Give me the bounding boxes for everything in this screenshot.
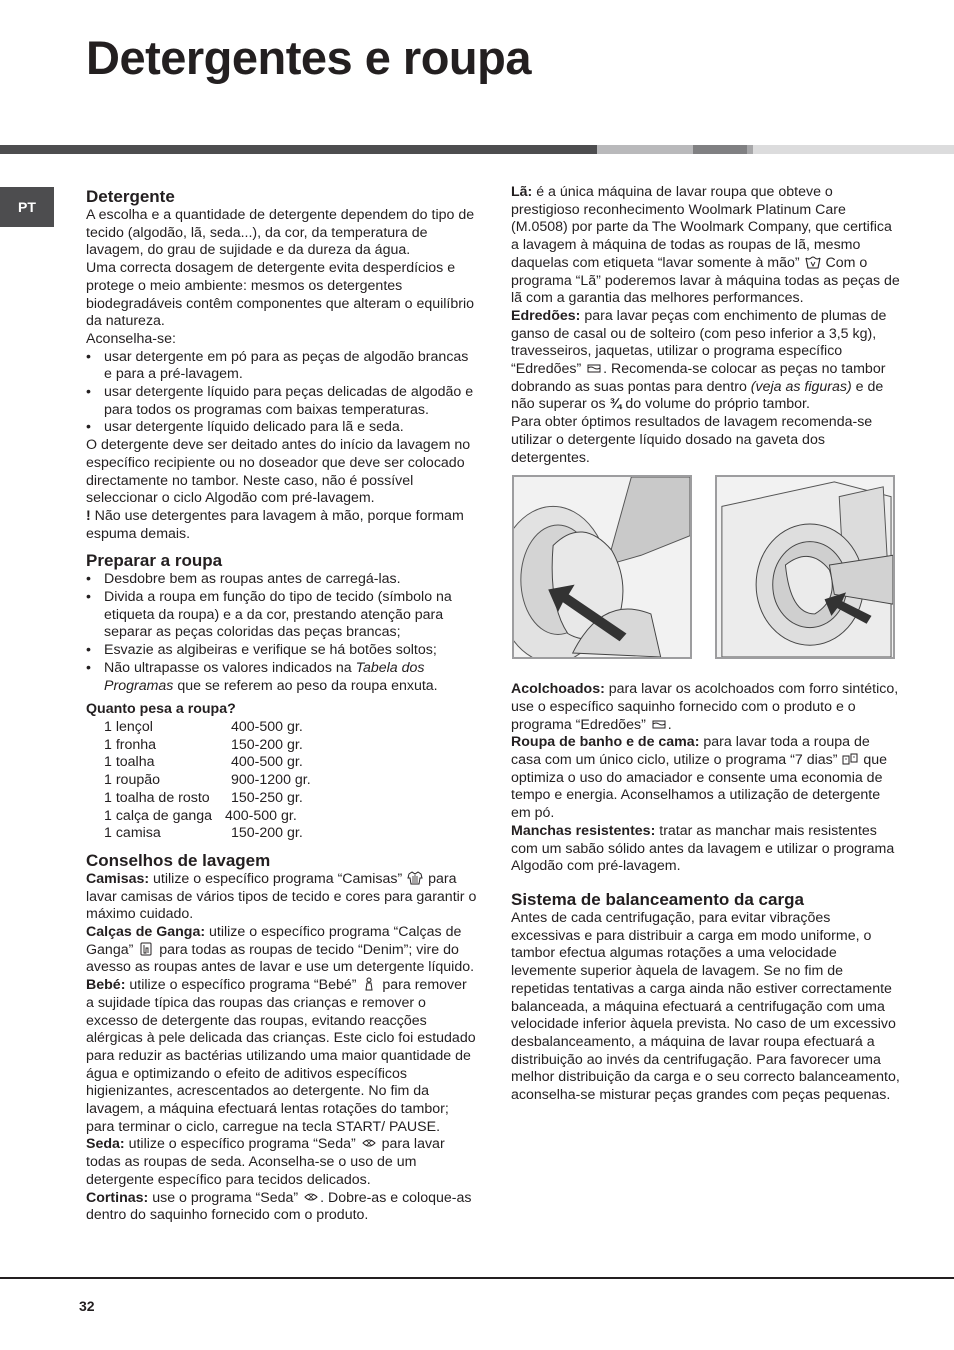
paragraph-edredoes: Edredões: para lavar peças com enchimento de plumas de ganso de casal ou de solteiro (com peso inferior a 3,5 kg), travesseiros, jaquetas, utilizar o programa específico “Edredões” . Recomenda-se colocar as peças no tambor dobrando as suas pontas para dentro (veja as figuras) e de não superar os ¾ do volume do próprio tambor.	[511, 307, 887, 413]
page-title: Detergentes e roupa	[86, 31, 531, 84]
list-item: • usar detergente líquido para peças delicadas de algodão e para todos os programas com baixas temperaturas.	[86, 384, 478, 419]
left-column	[86, 187, 478, 1225]
paragraph-cortinas: Cortinas: use o programa “Seda” . Dobre-as e coloque-as dentro do saquinho fornecido com o produto.	[86, 1189, 472, 1224]
preparation-list	[86, 571, 478, 695]
figure-loading-front	[512, 475, 692, 659]
subheading-quanto-pesa: Quanto pesa a roupa?	[86, 701, 236, 718]
section-heading-conselhos: Conselhos de lavagem	[86, 850, 271, 870]
list-item: • Não ultrapasse os valores indicados na Tabela dos Programas que se referem ao peso da roupa enxuta.	[86, 660, 478, 695]
warning-note: ! Não use detergentes para lavagem à mão, porque formam espuma demais.	[86, 507, 464, 542]
table-row: 1 toalha 400-500 gr.	[104, 754, 303, 771]
section-heading-preparar: Preparar a roupa	[86, 551, 223, 571]
denim-program-icon	[138, 942, 154, 956]
warning-mark: !	[86, 507, 91, 524]
paragraph: Antes de cada centrifugação, para evitar vibrações excessivas e para distribuir a carga em modo uniforme, o tambor efectua algumas rotações a uma velocidade levemente superior àquela de lavagem. Se no fim de repetidas tentativas a carga ainda não estiver correctamente balanceada, a máquina efectuará a centrifugação com uma velocidade inferior àquela prevista. No caso de um excessivo desbalanceamento, a máquina de lavar roupa efectuará a distribuição ao invés da centrifugação. Para favorecer uma melhor distribuição da carga e o seu correcto balanceamento, aconselha-se misturar peças grandes com peças pequenas.	[511, 909, 900, 1104]
table-row: 1 lençol 400-500 gr.	[104, 718, 303, 735]
list-item: • Esvazie as algibeiras e verifique se há botões soltos;	[86, 642, 478, 660]
paragraph-bebe: Bebé: utilize o específico programa “Bebé” para remover a sujidade típica das roupas das crianças e remover o excesso de detergente das roupas, evitando reacções alérgicas à pele delicada das crianças. Este ciclo foi estudado para reduzir as bactérias utilizando uma maior quantidade de água e optimizando o efeito de aditivos específicos higienizantes, acrescentados ao detergente. No fim da lavagem, a máquina efectuará lentas rotações do tambor; para terminar o ciclo, carregue na tecla START/ PAUSE.	[86, 977, 476, 1135]
paragraph: Aconselha-se:	[86, 330, 176, 347]
paragraph: A escolha e a quantidade de detergente dependem do tipo de tecido (algodão, lã, seda...), da cor, da temperatura de lavagem, do grau de sujidade e da dureza da água.	[86, 207, 475, 259]
list-item: • Desdobre bem as roupas antes de carregá-las.	[86, 571, 478, 589]
paragraph-acolchoados: Acolchoados: para lavar os acolchoados com forro sintético, use o específico saquinho fornecido com o produto e o programa “Edredões” .	[511, 681, 899, 733]
table-row: 1 roupão 900-1200 gr.	[104, 772, 311, 789]
baby-program-icon	[361, 977, 377, 991]
silk-program-icon	[361, 1136, 377, 1150]
figure-loading-drum	[715, 475, 895, 659]
list-item: • Divida a roupa em função do tipo de tecido (símbolo na etiqueta da roupa) e a da cor, prestando atenção para separar as peças coloridas das peças brancas;	[86, 589, 478, 642]
table-row: 1 toalha de rosto 150-250 gr.	[104, 789, 303, 806]
paragraph-seda: Seda: utilize o específico programa “Seda” para lavar todas as roupas de seda. Aconselha-se o uso de um detergente específico para tecidos delicados.	[86, 1136, 445, 1188]
loading-figures	[511, 475, 903, 661]
page-number: 32	[79, 1298, 95, 1314]
wool-wash-icon	[805, 255, 821, 269]
table-row: 1 camisa 150-200 gr.	[104, 825, 303, 842]
right-column	[511, 184, 903, 1105]
section-heading-detergente: Detergente	[86, 187, 175, 206]
paragraph: Uma correcta dosagem de detergente evita desperdícios e protege o meio ambiente: mesmos os detergentes biodegradáveis contêm componentes que alteram o equilíbrio da natureza.	[86, 260, 475, 330]
paragraph: Para obter óptimos resultados de lavagem recomenda-se utilizar o detergente líquido dosado na gaveta dos detergentes.	[511, 414, 873, 466]
list-item: • usar detergente em pó para as peças de algodão brancas e para a pré-lavagem.	[86, 349, 478, 384]
language-tab: PT	[0, 187, 54, 227]
table-row: 1 fronha 150-200 gr.	[104, 736, 303, 753]
weight-table	[104, 719, 478, 843]
duvet-program-icon	[651, 717, 667, 731]
silk-program-icon	[303, 1190, 319, 1204]
header-bar	[0, 145, 954, 154]
paragraph-roupa-banho: Roupa de banho e de cama: para lavar toda a roupa de casa com um único ciclo, utilize o programa “7 dias” que optimiza o uso do amaciador e consente uma economia de tempo e energia. Aconselhamos a utilização de detergente em pó.	[511, 734, 888, 822]
footer-rule	[0, 1277, 954, 1279]
section-heading-sistema: Sistema de balanceamento da carga	[511, 889, 804, 909]
paragraph: O detergente deve ser deitado antes do início da lavagem no específico recipiente ou no doseador que deve ser colocado directamente no tambor. Neste caso, não é possível seleccionar o ciclo Algodão com pré-lavagem.	[86, 437, 471, 507]
shirt-program-icon	[407, 871, 423, 885]
paragraph-la: Lã: é a única máquina de lavar roupa que obteve o prestigioso reconhecimento Woolmark Platinum Care (M.0508) por parte da The Woolmark Company, que certifica a lavagem à máquina de todas as roupas de lã, mesmo daquelas com etiqueta “lavar somente à mão” Com o programa “Lã” poderemos lavar à máquina todas as peças de lã com a garantia das melhores performances.	[511, 184, 900, 307]
detergent-advice-list	[86, 349, 478, 438]
7-days-program-icon	[842, 752, 858, 766]
duvet-program-icon	[586, 361, 602, 375]
paragraph-manchas: Manchas resistentes: tratar as manchar mais resistentes com um sabão sólido antes da lavagem e utilizar o programa Algodão com pré-lavagem.	[511, 822, 895, 875]
paragraph-calcas: Calças de Ganga: utilize o específico programa “Calças de Ganga” para todas as roupas de tecido “Denim”; vire do avesso as roupas antes de lavar e use um detergente líquido.	[86, 924, 475, 976]
list-item: • usar detergente líquido delicado para lã e seda.	[86, 419, 478, 437]
paragraph-camisas: Camisas: utilize o específico programa “Camisas” para lavar camisas de vários tipos de tecido e cores para garantir o máximo cuidado.	[86, 870, 477, 923]
table-row: 1 calça de ganga 400-500 gr.	[104, 807, 297, 824]
